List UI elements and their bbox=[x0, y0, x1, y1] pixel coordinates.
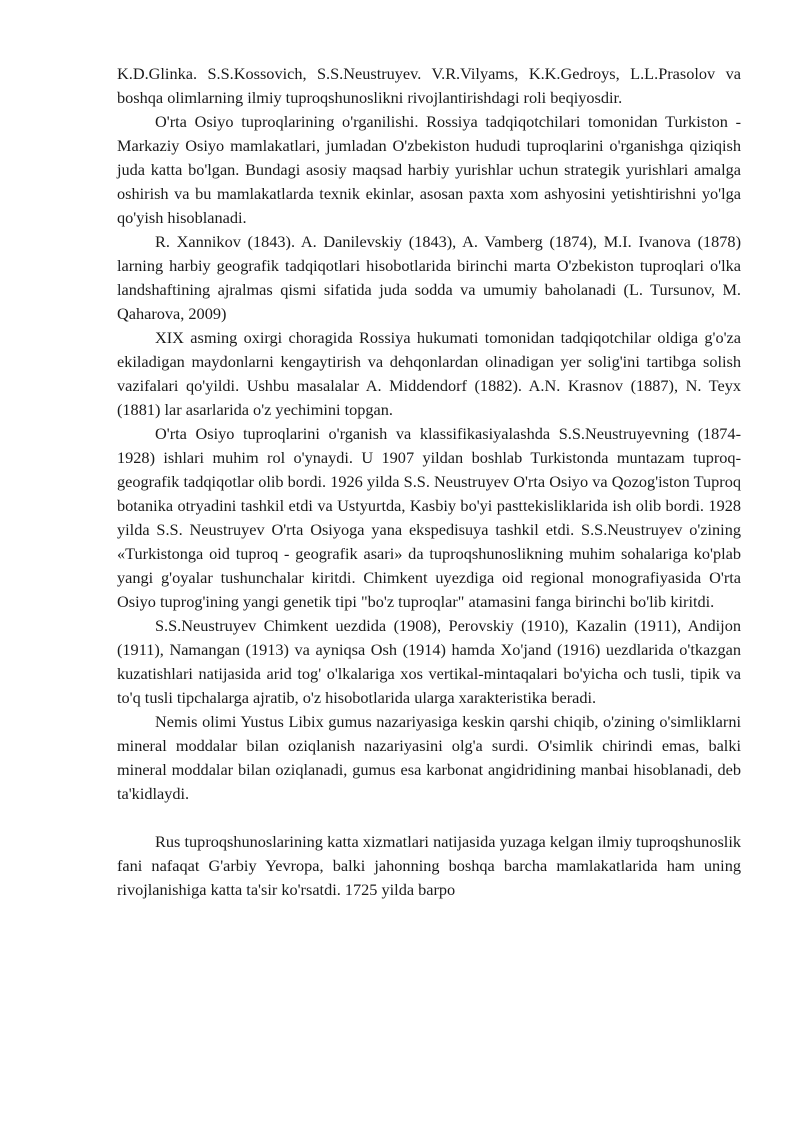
document-page bbox=[117, 62, 741, 902]
paragraph-liebig-theory: Nemis olimi Yustus Libix gumus nazariyasiga keskin qarshi chiqib, o'zining o'simliklarni mineral moddalar bilan oziqlanish nazariyasini olg'a surdi. O'simlik chirindi emas, balki mineral moddalar bilan oziqlanadi, gumus esa karbonat angidridining manbai hisoblanadi, deb ta'kidlaydi. bbox=[117, 712, 741, 803]
paragraph-central-asia-study: O'rta Osiyo tuproqlarining o'rganilishi. Rossiya tadqiqotchilari tomonidan Turkiston - Markaziy Osiyo mamlakatlari, jumladan O'zbekiston hududi tuproqlarini o'rganishga qiziqish juda katta bo'lgan. Bundagi asosiy maqsad harbiy yurishlar uchun strategik yurishlari amalga oshirish va bu mamlakatlarda texnik ekinlar, asosan paxta xom ashyosini yetishtirishni yo'lga qo'yish hisoblanadi. bbox=[117, 112, 741, 227]
paragraph-neustruyev-work: O'rta Osiyo tuproqlarini o'rganish va klassifikasiyalashda S.S.Neustruyevning (1874-1928) ishlari muhim rol o'ynaydi. U 1907 yildan boshlab Turkistonda muntazam tuproq-geografik tadqiqotlar olib bordi. 1926 yilda S.S. Neustruyev O'rta Osiyo va Qozog'iston Tuproq botanika otryadini tashkil etdi va Ustyurtda, Kasbiy bo'yi pasttekisliklarida ish olib bordi. 1928 yilda S.S. Neustruyev O'rta Osiyoga yana ekspedisuya tashkil etdi. S.S.Neustruyev o'zining «Turkistonga oid tuproq - geografik asari» da tuproqshunoslikning muhim sohalariga ko'plab yangi g'oyalar tushunchalar kiritdi. Chimkent uyezdiga oid regional monografiyasida O'rta Osiyo tuprog'ining yangi genetik tipi "bo'z tuproqlar" atamasini fanga birinchi bo'lib kiritdi. bbox=[117, 424, 741, 611]
paragraph-russian-soil-science: Rus tuproqshunoslarining katta xizmatlari natijasida yuzaga kelgan ilmiy tuproqshunoslik fani nafaqat G'arbiy Yevropa, balki jahonning boshqa barcha mamlakatlarida ham uning rivojlanishiga katta ta'sir ko'rsatdi. 1725 yilda barpo bbox=[117, 832, 741, 899]
paragraph-19th-century: XIX asming oxirgi choragida Rossiya hukumati tomonidan tadqiqotchilar oldiga g'o'za ekiladigan maydonlarni kengaytirish va dehqonlardan olinadigan yer solig'ini tartibga solish vazifalari qo'yildi. Ushbu masalalar A. Middendorf (1882). A.N. Krasnov (1887), N. Teyx (1881) lar asarlarida o'z yechimini topgan. bbox=[117, 328, 741, 419]
paragraph-neustruyev-observations: S.S.Neustruyev Chimkent uezdida (1908), Perovskiy (1910), Kazalin (1911), Andijon (1911), Namangan (1913) va ayniqsa Osh (1914) hamda Xo'jand (1916) uezdlarida o'tkazgan kuzatishlari natijasida arid tog' o'lkalariga xos vertikal-mintaqalari bo'yicha och tusli, tipik va to'q tusli tipchalarga ajratib, o'z hisobotlarida ularga xarakteristika beradi. bbox=[117, 616, 741, 707]
paragraph-early-expeditions: R. Xannikov (1843). A. Danilevskiy (1843), A. Vamberg (1874), M.I. Ivanova (1878) larning harbiy geografik tadqiqotlari hisobotlarida birinchi marta O'zbekiston tuproqlari o'lka landshaftining ajralmas qismi sifatida juda sodda va umumiy baholanadi (L. Tursunov, M. Qaharova, 2009) bbox=[117, 232, 741, 323]
paragraph-scientists-list: K.D.Glinka. S.S.Kossovich, S.S.Neustruyev. V.R.Vilyams, K.K.Gedroys, L.L.Prasolov va boshqa olimlarning ilmiy tuproqshunoslikni rivojlantirishdagi roli beqiyosdir. bbox=[117, 64, 741, 107]
